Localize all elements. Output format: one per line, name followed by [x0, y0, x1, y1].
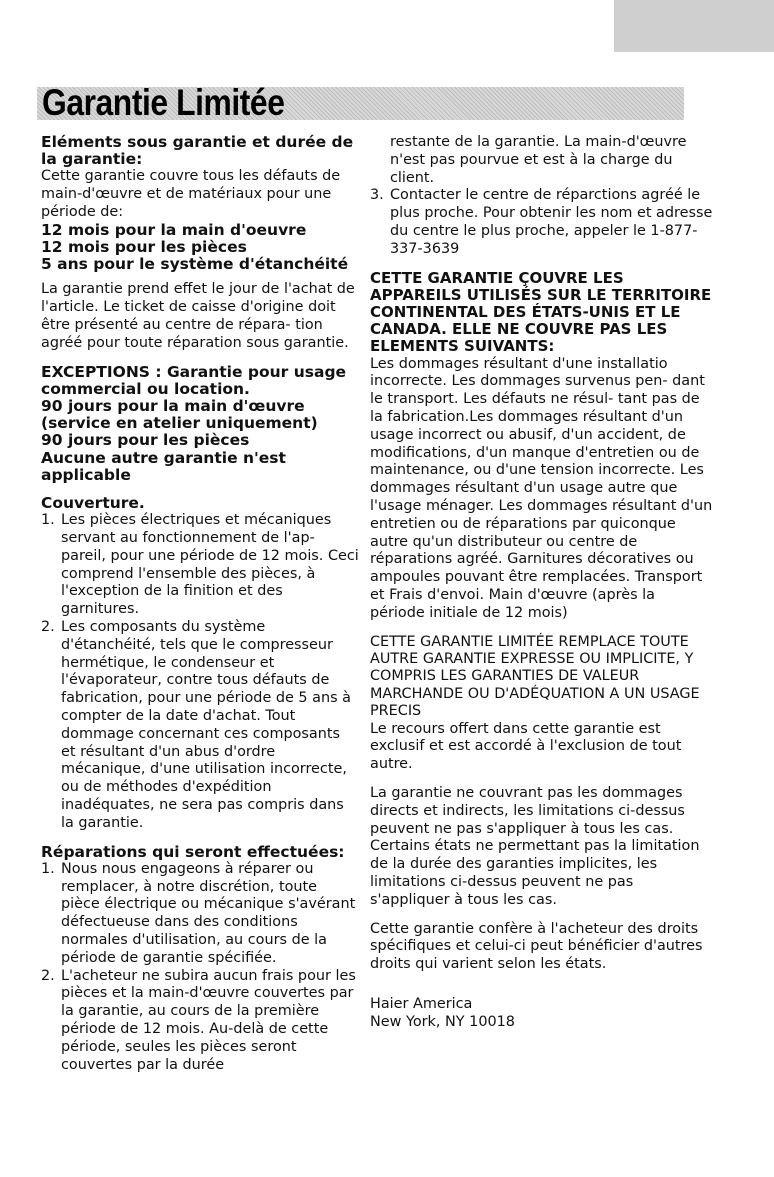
corner-tab: [614, 0, 774, 52]
exclusions-heading: CETTE GARANTIE ÇOUVRE LES APPAREILS UTILISÉS SUR LE TERRITOIRE CONTINENTAL DES ÉTATS-UNIS ET LE CANADA. ELLE NE COUVRE PAS LES ELEMENTS SUIVANTS:: [370, 268, 712, 356]
exclusions-text: Les dommages résultant d'une installatio incorrecte. Les dommages survenus pen- dant le transport. Les défauts ne résul- tant pas de la fabrication.Les dommages résultant d'un usage incorrect ou abusif, d'un accident, de modifications, d'un manque d'entretien ou de maintenance, ou d'une tension incorrecte. Les dommages résultant d'un usage autre que l'usage ménager. Les dommages résultant d'un entretien ou de réparations par quiconque autre qu'un distributeur ou centre de réparations agréé. Garnitures décoratives ou ampoules pouvant être remplacées. Transport et Frais d'envoi. Main d'œuvre (après la période initiale de 12 mois): [370, 355, 713, 621]
company-address: New York, NY 10018: [370, 1013, 515, 1030]
effect-text: La garantie prend effet le jour de l'achat de l'article. Le ticket de caisse d'origine doit être présenté au centre de répara- tion agréé pour toute réparation sous garantie.: [41, 281, 355, 351]
list-item-text: Les pièces électriques et mécaniques servant au fonctionnement de l'ap- pareil, pour une période de 12 mois. Ceci comprend l'ensemble des pièces, à l'exception de la finition et des garnitures.: [61, 512, 359, 618]
coverage-text: Cette garantie couvre tous les défauts de main-d'œuvre et de matériaux pour une période de:: [41, 168, 341, 220]
exceptions-heading: EXCEPTIONS : Garantie pour usage commercial ou location.: [41, 362, 347, 398]
list-item: [41, 861, 359, 968]
recours-text: Le recours offert dans cette garantie est exclusif et est accordé à l'exclusion de tout autre.: [370, 720, 682, 773]
coverage-term: 12 mois pour la main d'oeuvre: [41, 220, 307, 239]
list-item: [41, 512, 359, 619]
reparations-section: [41, 844, 359, 1075]
coverage-heading: Eléments sous garantie et durée de la garantie:: [41, 133, 354, 169]
exception-item: Aucune autre garantie n'est applicable: [41, 448, 286, 484]
page-title: Garantie Limitée: [42, 82, 285, 123]
right-column: [370, 134, 714, 1032]
rights-text: Cette garantie confère à l'acheteur des droits spécifiques et celui-ci peut bénéficier d'autres droits qui varient selon les états.: [370, 920, 703, 973]
exceptions-section: [41, 364, 359, 484]
list-item: [41, 968, 359, 1075]
coverage-section: [41, 134, 359, 273]
couverture-section: [41, 495, 359, 833]
list-item-text: Les composants du système d'étanchéité, tels que le compresseur hermétique, le condenseur et l'évaporateur, contre tous défauts de fabrication, pour une période de 5 ans à compter de la date d'achat. Tout dommage concernant ces composants et résultant d'un abus d'ordre mécanique, d'une utilisation incorrecte, ou de méthodes d'expédition inadéquates, ne sera pas compris dans la garantie.: [61, 619, 351, 831]
list-number: 1.: [41, 512, 55, 529]
list-item: [41, 619, 359, 833]
coverage-term: 12 mois pour les pièces: [41, 238, 247, 256]
replace-notice: CETTE GARANTIE LIMITÉE REMPLACE TOUTE AUTRE GARANTIE EXPRESSE OU IMPLICITE, Y COMPRIS LES GARANTIES DE VALEUR MARCHANDE OU D'ADÉQUATION A UN USAGE PRECIS: [370, 633, 700, 720]
couverture-heading: Couverture.: [41, 494, 145, 513]
list-number: 2.: [41, 967, 55, 984]
list-item: [370, 187, 714, 258]
reparations-heading: Réparations qui seront effectuées:: [41, 842, 345, 861]
list-item-text: Nous nous engageons à réparer ou remplacer, à notre discrétion, toute pièce électrique ou mécanique s'avérant défectueuse dans des conditions normales d'utilisation, au cours de la période de garantie spécifiée.: [61, 860, 356, 966]
left-column: [41, 134, 359, 1082]
list-item-text: Contacter le centre de réparctions agréé le plus proche. Pour obtenir les nom et adresse du centre le plus proche, appeler le 1-877-337-3639: [390, 187, 713, 257]
exception-item: 90 jours pour la main d'œuvre (service en atelier uniquement): [41, 397, 318, 433]
limitations-text: La garantie ne couvrant pas les dommages directs et indirects, les limitations ci-dessus peuvent ne pas s'appliquer à tous les cas. Certains états ne permettant pas la limitation de la durée des garanties implicites, les limitations ci-dessus peuvent ne pas s'appliquer à tous les cas.: [370, 784, 700, 908]
reparations-list-cont: [370, 187, 714, 258]
couverture-list: [41, 512, 359, 832]
exception-item: 90 jours pour les pièces: [41, 431, 250, 450]
list-number: 1.: [41, 860, 55, 877]
coverage-term: 5 ans pour le système d'étanchéité: [41, 255, 349, 274]
list-number: 2.: [41, 619, 55, 635]
reparations-list: [41, 861, 359, 1075]
list-number: 3.: [370, 187, 384, 204]
list-item-text: L'acheteur ne subira aucun frais pour les pièces et la main-d'œuvre couvertes par la garantie, au cours de la première période de 12 mois. Au-delà de cette période, seules les pièces seront couvertes par la durée: [61, 967, 356, 1073]
reparations-continued: restante de la garantie. La main-d'œuvre n'est pas pourvue et est à la charge du client.: [390, 134, 687, 186]
company-name: Haier America: [370, 995, 473, 1012]
